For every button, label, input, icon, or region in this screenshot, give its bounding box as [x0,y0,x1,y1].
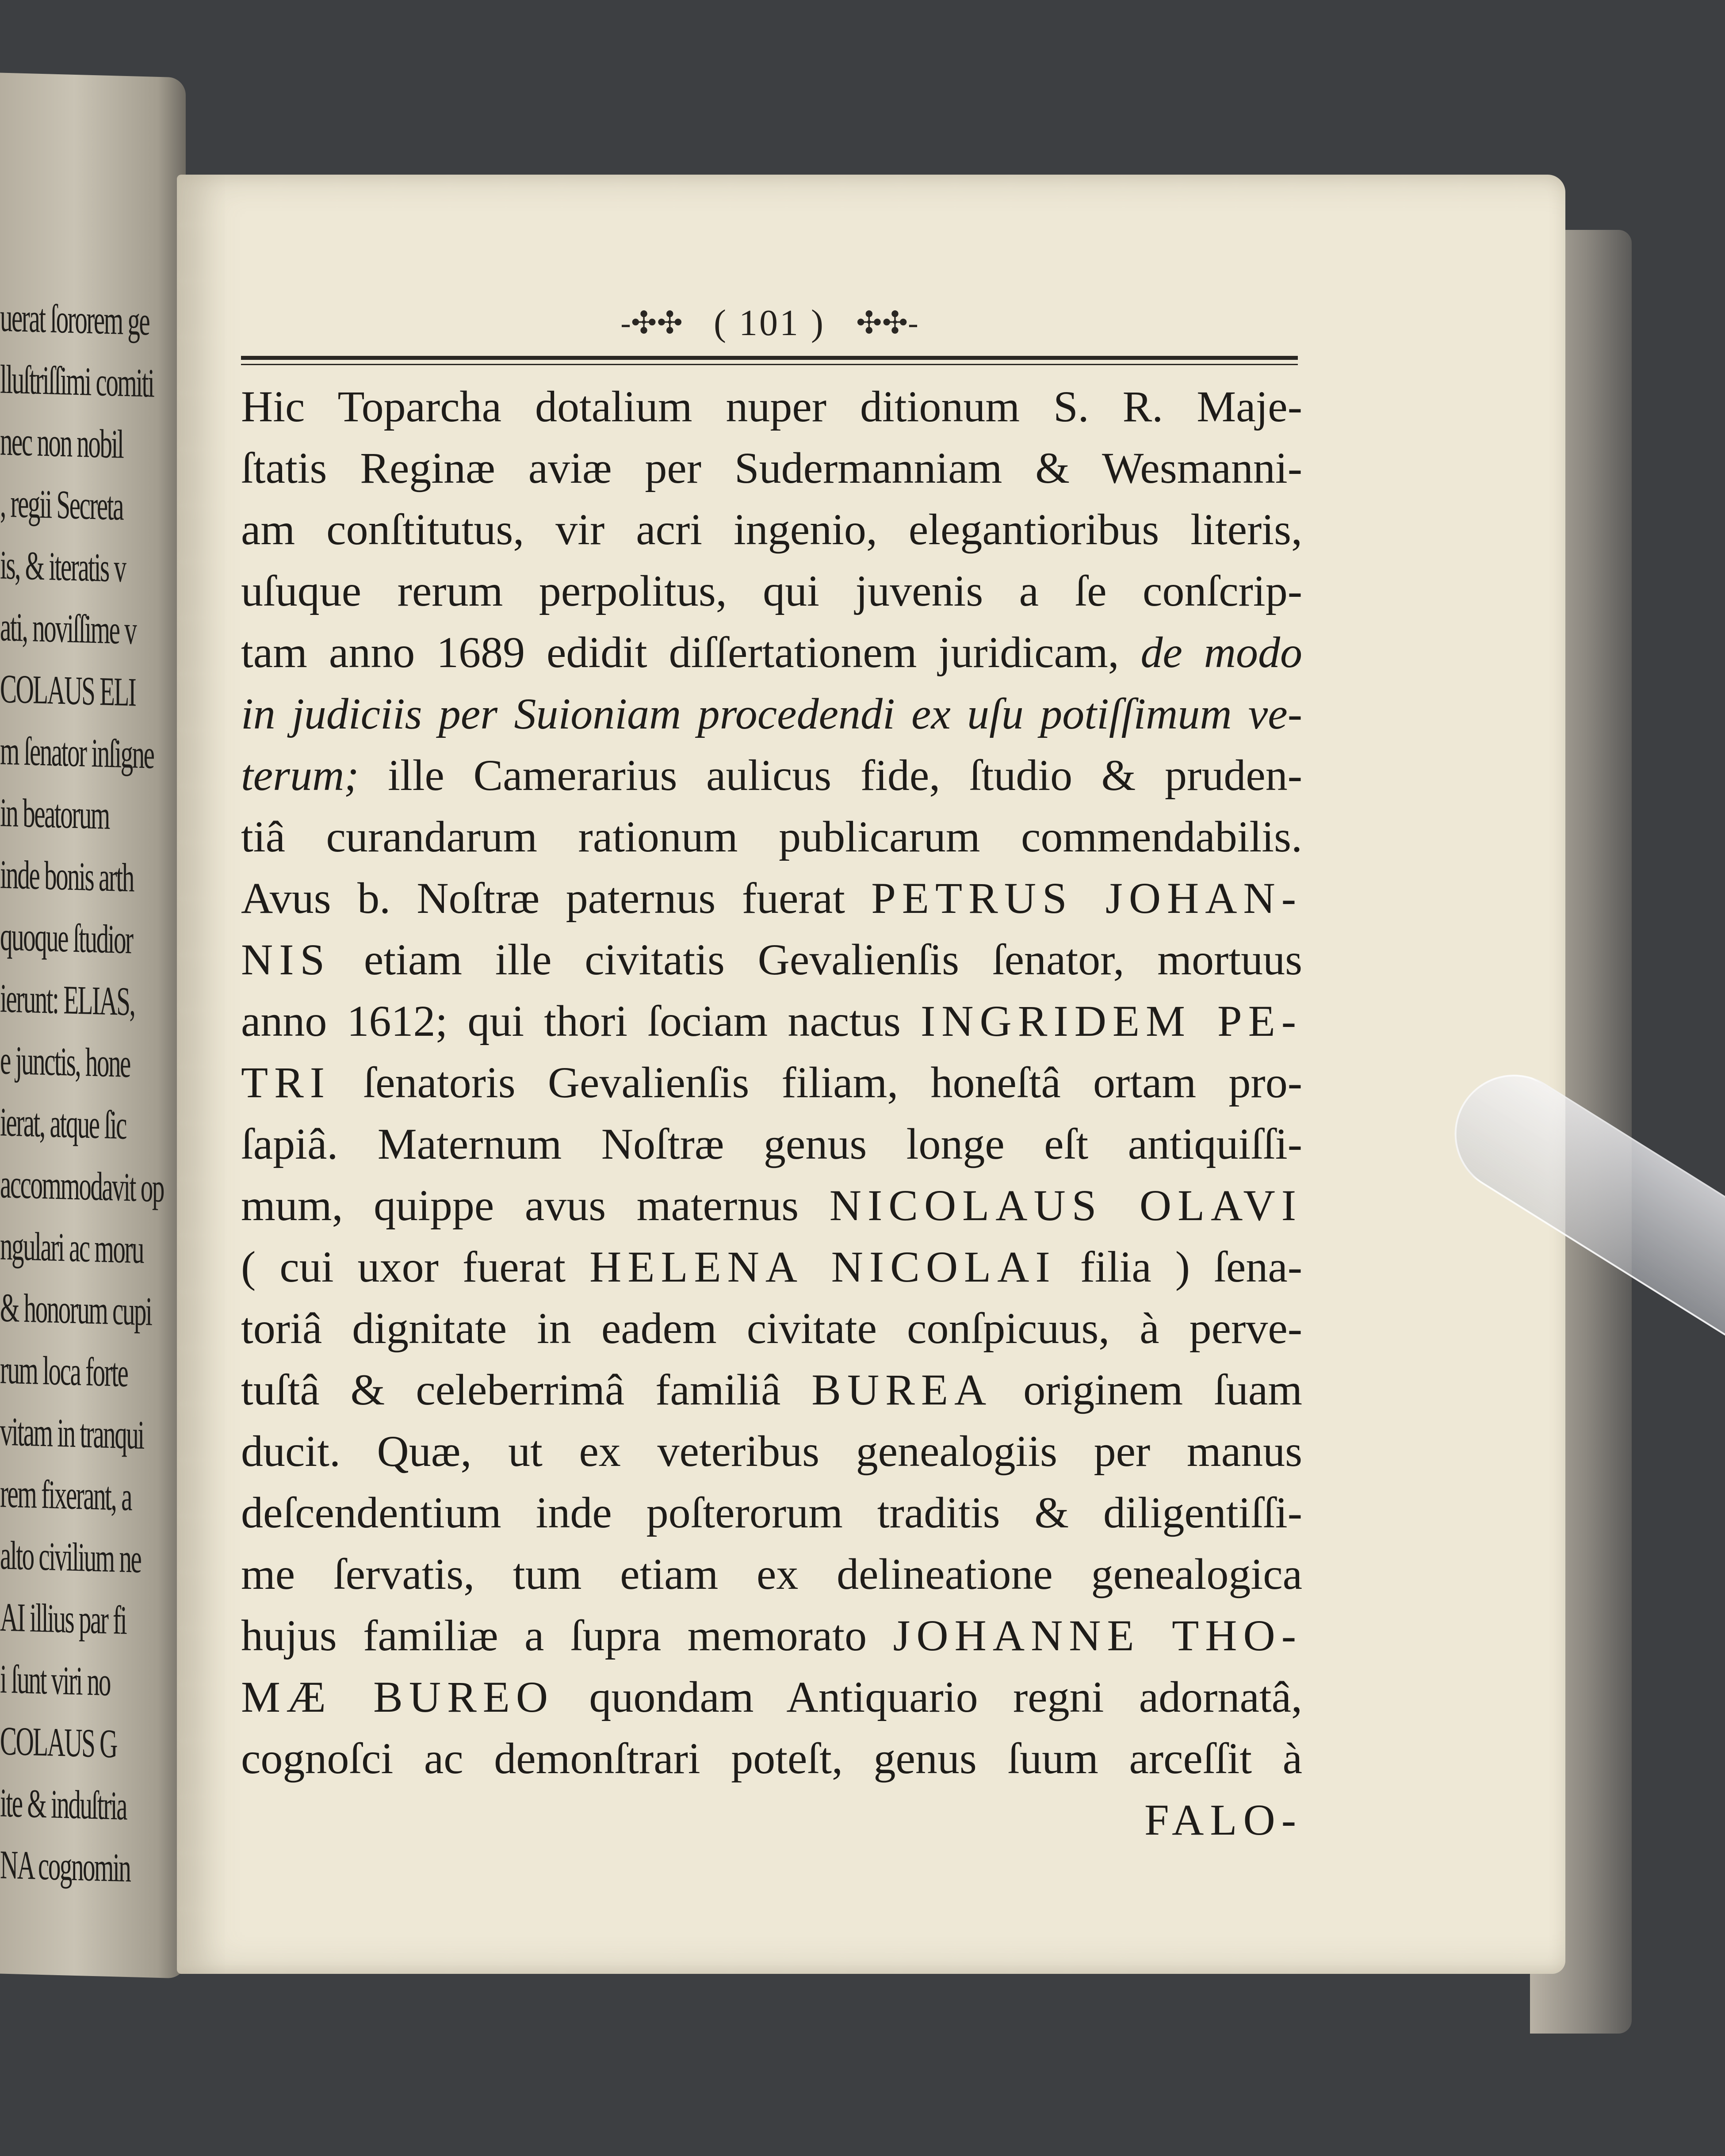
left-page-fragment: nec non nobil [0,418,123,467]
left-page-fragment: in beatorum [0,790,109,838]
left-page-fragment: ierunt: ELIAS, [0,975,135,1024]
left-page-fragment: e junctis, hone [0,1037,130,1086]
text-line: ſtatis Reginæ aviæ per Sudermanniam & Wesmanni- [241,443,1302,492]
left-page-fragment: rem fixerant, a [0,1470,131,1519]
left-page-fragment: uerat ſororem ge [0,294,149,344]
left-page-fragment: NA cognomin [0,1842,130,1891]
text-line: TRI ſenatoris Gevalienſis filiam, honeſtâ ortam pro- [241,1058,1303,1107]
text-line: anno 1612; qui thori ſociam nactus INGRIDEM PE- [241,996,1303,1046]
text-line: uſuque rerum perpolitus, qui juvenis a ſe conſcrip- [241,566,1302,615]
text-line: tiâ curandarum rationum publicarum commendabilis. [241,812,1302,861]
left-page-fragment: & honorum cupi [0,1285,152,1334]
left-page-fragment: , regii Secreta [0,480,123,529]
text-line: ſapiâ. Maternum Noſtræ genus longe eſt antiquiſſi- [241,1119,1302,1168]
left-page-fragment: i ſunt viri no [0,1656,110,1705]
header-rule-thin [241,364,1298,365]
text-line: tam anno 1689 edidit diſſertationem juridicam, de modo [241,628,1302,677]
text-line: in judiciis per Suioniam procedendi ex uſu potiſſimum ve- [241,689,1302,738]
page-number: ( 101 ) [714,302,825,343]
header-rule [241,356,1298,360]
text-line: toriâ dignitate in eadem civitate conſpicuus, à perve- [241,1304,1302,1353]
page-header [239,296,1300,349]
text-line: mum, quippe avus maternus NICOLAUS OLAVI [241,1181,1302,1230]
left-page-fragment: quoque ſtudior [0,913,133,962]
left-page-fragment: ite & induſtria [0,1780,126,1828]
left-page-fragment: ati, noviſſime v [0,604,136,653]
text-line: me ſervatis, tum etiam ex delineatione genealogica [241,1549,1302,1599]
left-page-fragment: rum loca forte [0,1347,128,1396]
header-ornament-left-icon: -✣✣ [620,306,683,340]
left-page-fragment: alto civilium ne [0,1532,141,1581]
left-page-fragment: m ſenator inſigne [0,728,154,777]
text-line: MÆ BUREO quondam Antiquario regni adornatâ, [241,1672,1302,1721]
left-page-fragment: COLAUS G [0,1718,117,1767]
text-line: tuſtâ & celeberrimâ familiâ BUREA originem ſuam [241,1365,1303,1414]
left-page-fragment: AI illius par fi [0,1594,126,1643]
text-line: Avus b. Noſtræ paternus fuerat PETRUS JOHAN- [241,874,1303,923]
left-page-fragment: accommodavit op [0,1161,164,1211]
left-page-fragment: is, & iteratis v [0,542,126,591]
text-line: NIS etiam ille civitatis Gevalienſis ſenator, mortuus [241,935,1302,984]
text-line: ducit. Quæ, ut ex veteribus genealogiis per manus [241,1427,1302,1476]
left-page-fragment: ngulari ac moru [0,1223,143,1272]
left-page-fragment: lluſtriſſimi comiti [0,356,154,406]
left-page-fragment: inde bonis arth [0,851,134,901]
text-body [241,376,1302,1851]
text-line: ( cui uxor fuerat HELENA NICOLAI filia ) ſena- [241,1242,1303,1291]
left-facing-page [0,73,186,1979]
left-page-fragment: vitam in tranqui [0,1408,144,1458]
text-line: hujus familiæ a ſupra memorato JOHANNE THO- [241,1611,1302,1660]
header-ornament-right-icon: ✣✣- [856,306,918,340]
text-line: am conſtitutus, vir acri ingenio, elegantioribus literis, [241,505,1302,554]
left-page-fragment: ierat, atque ſic [0,1099,126,1148]
left-page-fragment: COLAUS ELI [0,666,136,715]
text-line: terum; ille Camerarius aulicus fide, ſtudio & pruden- [241,751,1303,800]
text-line: cognoſci ac demonſtrari poteſt, genus ſuum arceſſit à [241,1734,1302,1783]
catchword: FALO- [1144,1795,1302,1844]
text-line: deſcendentium inde poſterorum traditis & diligentiſſi- [241,1488,1302,1537]
text-line: Hic Toparcha dotalium nuper ditionum S. R. Maje- [241,382,1302,431]
